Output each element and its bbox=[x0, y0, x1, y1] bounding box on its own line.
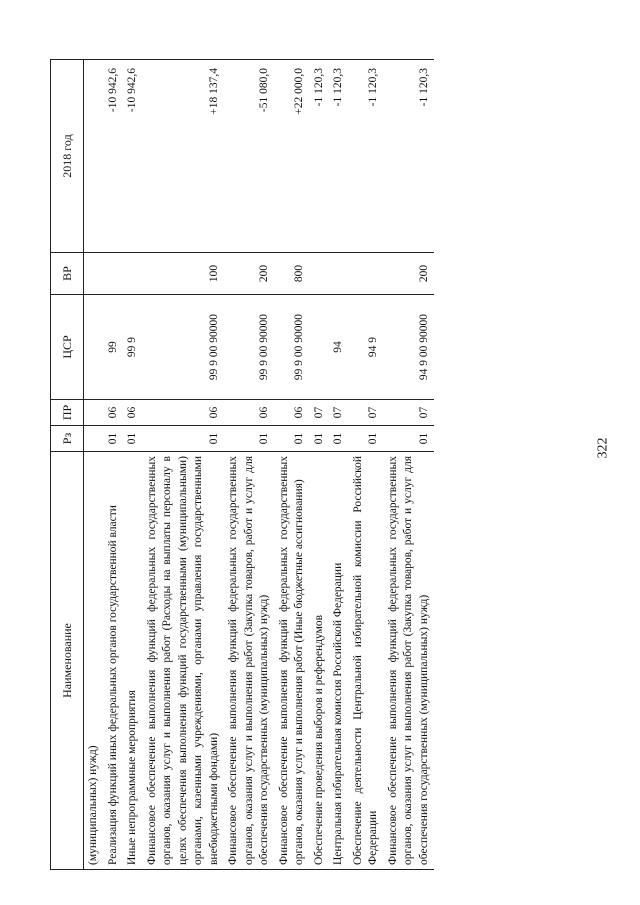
table-row bbox=[349, 60, 384, 870]
row-csr: 94 9 00 90000 bbox=[384, 295, 435, 400]
table-row bbox=[143, 60, 225, 870]
row-vr bbox=[123, 253, 143, 295]
row-pr: 07 bbox=[310, 400, 330, 426]
row-csr: 94 bbox=[329, 295, 349, 400]
row-pr: 07 bbox=[384, 400, 435, 426]
row-vr: 100 bbox=[143, 253, 225, 295]
table-row bbox=[329, 60, 349, 870]
row-sum: -1 120,3 bbox=[310, 60, 330, 253]
row-vr bbox=[310, 253, 330, 295]
row-sum bbox=[84, 60, 104, 253]
row-vr bbox=[104, 253, 124, 295]
row-pr: 06 bbox=[224, 400, 275, 426]
row-sum: -1 120,3 bbox=[349, 60, 384, 253]
header-rz: Рз bbox=[51, 426, 84, 452]
row-name: Обеспечение деятельности Центральной избирательной комиссии Российской Федерации bbox=[349, 452, 384, 870]
table-row bbox=[84, 60, 104, 870]
row-csr bbox=[84, 295, 104, 400]
row-sum: +18 137,4 bbox=[143, 60, 225, 253]
row-rz: 01 bbox=[329, 426, 349, 452]
row-sum: -10 942,6 bbox=[104, 60, 124, 253]
row-rz: 01 bbox=[104, 426, 124, 452]
table-row bbox=[384, 60, 435, 870]
row-sum: -10 942,6 bbox=[123, 60, 143, 253]
table-row bbox=[310, 60, 330, 870]
row-pr: 07 bbox=[329, 400, 349, 426]
table-row bbox=[104, 60, 124, 870]
row-vr: 800 bbox=[275, 253, 310, 295]
row-pr bbox=[84, 400, 104, 426]
row-csr: 99 9 00 90000 bbox=[224, 295, 275, 400]
row-rz: 01 bbox=[143, 426, 225, 452]
table-row bbox=[275, 60, 310, 870]
row-pr: 06 bbox=[275, 400, 310, 426]
table-row bbox=[123, 60, 143, 870]
row-pr: 07 bbox=[349, 400, 384, 426]
header-vr: ВР bbox=[51, 253, 84, 295]
row-vr: 200 bbox=[384, 253, 435, 295]
row-name: Финансовое обеспечение выполнения функций федеральных государственных органов, оказания услуг и выполнения работ (Закупка товаров, работ и услуг для обеспечения государственных (муниципальных) нужд) bbox=[224, 452, 275, 870]
header-name: Наименование bbox=[51, 452, 84, 870]
row-rz: 01 bbox=[349, 426, 384, 452]
row-rz: 01 bbox=[310, 426, 330, 452]
row-csr: 99 9 00 90000 bbox=[143, 295, 225, 400]
page-number: 322 bbox=[595, 437, 611, 459]
row-csr: 94 9 bbox=[349, 295, 384, 400]
row-sum: -51 080,0 bbox=[224, 60, 275, 253]
row-sum: -1 120,3 bbox=[329, 60, 349, 253]
header-pr: ПР bbox=[51, 400, 84, 426]
row-name: Финансовое обеспечение выполнения функций федеральных государственных органов, оказания услуг и выполнения работ (Расходы на выплаты персоналу в целях обеспечения выполнения функций государственными (муниципальными) органами, казенными учреждениями, органами управления государственными внебюджетными фондами) bbox=[143, 452, 225, 870]
row-rz bbox=[84, 426, 104, 452]
row-name: Иные непрограммные мероприятия bbox=[123, 452, 143, 870]
row-pr: 06 bbox=[123, 400, 143, 426]
row-vr bbox=[84, 253, 104, 295]
row-vr bbox=[349, 253, 384, 295]
row-csr: 99 bbox=[104, 295, 124, 400]
row-name: Центральная избирательная комиссия Российской Федерации bbox=[329, 452, 349, 870]
row-pr: 06 bbox=[104, 400, 124, 426]
row-name: (муниципальных) нужд) bbox=[84, 452, 104, 870]
row-csr bbox=[310, 295, 330, 400]
row-vr bbox=[329, 253, 349, 295]
row-vr: 200 bbox=[224, 253, 275, 295]
row-name: Финансовое обеспечение выполнения функций федеральных государственных органов, оказания услуг и выполнения работ (Иные бюджетные ассигнования) bbox=[275, 452, 310, 870]
row-rz: 01 bbox=[123, 426, 143, 452]
header-csr: ЦСР bbox=[51, 295, 84, 400]
row-sum: -1 120,3 bbox=[384, 60, 435, 253]
budget-table bbox=[50, 59, 434, 870]
row-rz: 01 bbox=[224, 426, 275, 452]
header-year: 2018 год bbox=[51, 60, 84, 253]
row-pr: 06 bbox=[143, 400, 225, 426]
row-rz: 01 bbox=[384, 426, 435, 452]
table-row bbox=[224, 60, 275, 870]
row-name: Реализация функций иных федеральных органов государственной власти bbox=[104, 452, 124, 870]
rotated-page-content bbox=[50, 60, 590, 870]
row-sum: +22 000,0 bbox=[275, 60, 310, 253]
row-csr: 99 9 00 90000 bbox=[275, 295, 310, 400]
row-name: Обеспечение проведения выборов и референдумов bbox=[310, 452, 330, 870]
table-header-row bbox=[51, 60, 84, 870]
row-name: Финансовое обеспечение выполнения функций федеральных государственных органов, оказания услуг и выполнения работ (Закупка товаров, работ и услуг для обеспечения государственных (муниципальных) нужд) bbox=[384, 452, 435, 870]
row-csr: 99 9 bbox=[123, 295, 143, 400]
row-rz: 01 bbox=[275, 426, 310, 452]
